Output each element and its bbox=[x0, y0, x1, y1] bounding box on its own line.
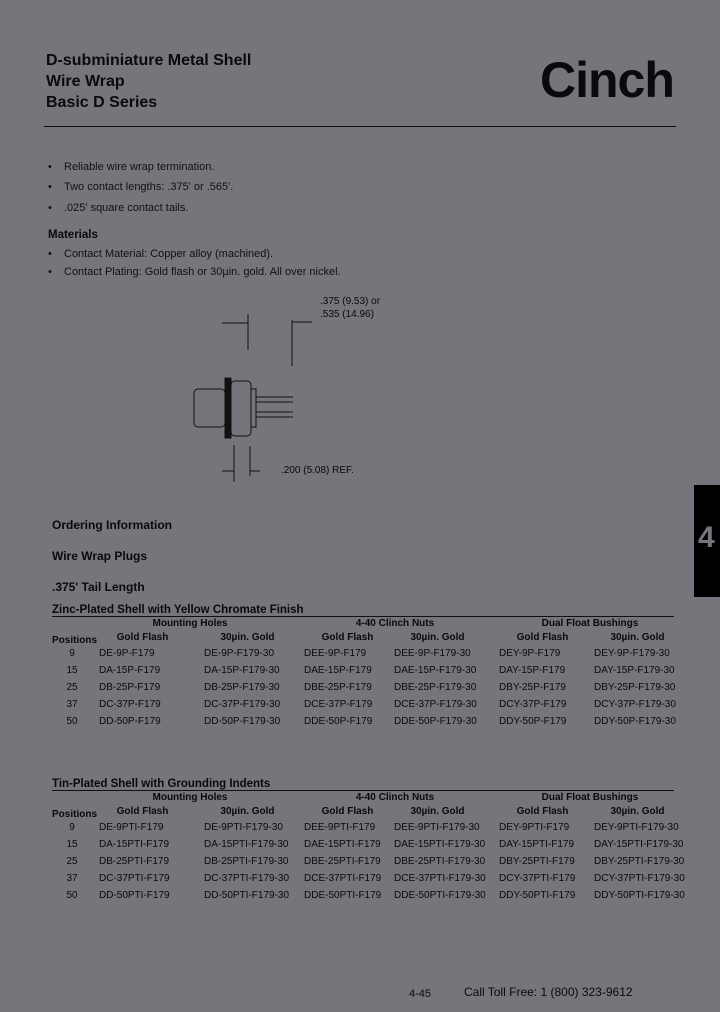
section-number: 4 bbox=[698, 521, 715, 554]
part-number-cell: DAE-15PTI-F179 bbox=[304, 839, 381, 850]
positions-cell: 15 bbox=[66, 665, 78, 676]
column-group-header: 4-40 Clinch Nuts bbox=[355, 792, 435, 803]
feature-item: • Two contact lengths: .375' or .565'. bbox=[48, 181, 234, 193]
feature-item: • Reliable wire wrap termination. bbox=[48, 161, 215, 173]
dimension-tail-length: .375 (9.53) or bbox=[320, 296, 381, 307]
part-number-cell: DBE-25PTI-F179-30 bbox=[394, 856, 486, 867]
table-title: Tin-Plated Shell with Grounding Indents bbox=[52, 778, 271, 790]
dimension-ref: .200 (5.08) REF. bbox=[281, 465, 354, 476]
part-number-cell: DEY-9PTI-F179 bbox=[499, 822, 570, 833]
cinch-logo: Cinch bbox=[540, 52, 674, 108]
positions-cell: 9 bbox=[69, 822, 75, 833]
material-text: Contact Plating: Gold flash or 30µin. gold. All over nickel. bbox=[64, 266, 341, 278]
part-number-cell: DDY-50P-F179 bbox=[499, 716, 567, 727]
part-number-cell: DA-15P-F179-30 bbox=[204, 665, 280, 676]
part-number-cell: DBE-25PTI-F179 bbox=[304, 856, 381, 867]
part-number-cell: DA-15PTI-F179 bbox=[99, 839, 170, 850]
positions-header: Positions bbox=[52, 635, 98, 646]
part-number-cell: DCY-37PTI-F179-30 bbox=[594, 873, 685, 884]
part-number-cell: DD-50P-F179-30 bbox=[204, 716, 281, 727]
feature-text: .025' square contact tails. bbox=[64, 202, 189, 214]
part-number-cell: DC-37P-F179-30 bbox=[204, 699, 281, 710]
part-number-cell: DBE-25P-F179 bbox=[304, 682, 372, 693]
part-number-cell: DEE-9P-F179 bbox=[304, 648, 367, 659]
part-number-cell: DE-9P-F179 bbox=[99, 648, 155, 659]
connector-drawing bbox=[180, 290, 380, 490]
part-number-cell: DAY-15PTI-F179-30 bbox=[594, 839, 684, 850]
ordering-subheading: Wire Wrap Plugs bbox=[52, 549, 148, 563]
part-number-cell: DCE-37P-F179-30 bbox=[394, 699, 477, 710]
column-header: Gold Flash bbox=[116, 632, 169, 643]
column-header: Gold Flash bbox=[321, 632, 374, 643]
part-number-cell: DBY-25P-F179-30 bbox=[594, 682, 676, 693]
column-group-header: Mounting Holes bbox=[152, 618, 228, 629]
document-title bbox=[46, 50, 251, 113]
part-number-cell: DAE-15P-F179-30 bbox=[394, 665, 477, 676]
part-number-cell: DCY-37P-F179-30 bbox=[594, 699, 676, 710]
toll-free-phone: Call Toll Free: 1 (800) 323-9612 bbox=[464, 985, 633, 999]
part-number-cell: DB-25PTI-F179-30 bbox=[204, 856, 289, 867]
material-item: • Contact Material: Copper alloy (machined). bbox=[48, 248, 274, 260]
part-number-cell: DDE-50P-F179-30 bbox=[394, 716, 477, 727]
part-number-cell: DBE-25P-F179-30 bbox=[394, 682, 477, 693]
part-number-cell: DAY-15P-F179-30 bbox=[594, 665, 675, 676]
positions-cell: 15 bbox=[66, 839, 78, 850]
positions-cell: 25 bbox=[66, 682, 78, 693]
materials-heading: Materials bbox=[48, 229, 98, 241]
positions-cell: 37 bbox=[66, 873, 78, 884]
header-divider bbox=[44, 126, 676, 127]
part-number-cell: DCY-37P-F179 bbox=[499, 699, 567, 710]
column-header: 30µin. Gold bbox=[410, 632, 465, 643]
part-number-cell: DEE-9P-F179-30 bbox=[394, 648, 471, 659]
table-rule bbox=[52, 616, 674, 617]
page-number: 4-45 bbox=[409, 988, 432, 1000]
material-text: Contact Material: Copper alloy (machined). bbox=[64, 248, 274, 260]
part-number-cell: DEE-9PTI-F179-30 bbox=[394, 822, 480, 833]
part-number-cell: DDE-50PTI-F179 bbox=[304, 890, 382, 901]
part-number-cell: DB-25PTI-F179 bbox=[99, 856, 170, 867]
positions-cell: 9 bbox=[69, 648, 75, 659]
column-group-header: Mounting Holes bbox=[152, 792, 228, 803]
part-number-cell: DAY-15PTI-F179 bbox=[499, 839, 575, 850]
positions-cell: 37 bbox=[66, 699, 78, 710]
positions-cell: 50 bbox=[66, 890, 78, 901]
title-line: Wire Wrap bbox=[46, 73, 125, 90]
part-number-cell: DCE-37PTI-F179-30 bbox=[394, 873, 486, 884]
part-number-cell: DDY-50P-F179-30 bbox=[594, 716, 676, 727]
part-number-cell: DC-37PTI-F179 bbox=[99, 873, 170, 884]
column-group-header: 4-40 Clinch Nuts bbox=[355, 618, 435, 629]
column-header: Gold Flash bbox=[321, 806, 374, 817]
part-number-cell: DE-9PTI-F179-30 bbox=[204, 822, 283, 833]
column-group-header: Dual Float Bushings bbox=[541, 792, 639, 803]
part-number-cell: DCY-37PTI-F179 bbox=[499, 873, 576, 884]
part-number-cell: DCE-37P-F179 bbox=[304, 699, 373, 710]
part-number-cell: DDE-50P-F179 bbox=[304, 716, 373, 727]
title-line: D-subminiature Metal Shell bbox=[46, 52, 252, 69]
feature-text: Reliable wire wrap termination. bbox=[64, 161, 215, 173]
section-tab bbox=[694, 485, 720, 597]
column-header: Gold Flash bbox=[516, 806, 569, 817]
positions-cell: 50 bbox=[66, 716, 78, 727]
part-number-cell: DC-37P-F179 bbox=[99, 699, 161, 710]
part-number-cell: DEE-9PTI-F179 bbox=[304, 822, 376, 833]
part-number-cell: DBY-25PTI-F179-30 bbox=[594, 856, 685, 867]
column-header: Gold Flash bbox=[516, 632, 569, 643]
column-header: 30µin. Gold bbox=[610, 632, 665, 643]
part-number-cell: DA-15PTI-F179-30 bbox=[204, 839, 289, 850]
column-header: Gold Flash bbox=[116, 806, 169, 817]
ordering-heading: Ordering Information bbox=[52, 518, 172, 532]
part-number-cell: DC-37PTI-F179-30 bbox=[204, 873, 290, 884]
part-number-cell: DEY-9PTI-F179-30 bbox=[594, 822, 679, 833]
part-number-cell: DD-50PTI-F179-30 bbox=[204, 890, 290, 901]
tail-length-heading: .375' Tail Length bbox=[52, 580, 145, 594]
material-item: • Contact Plating: Gold flash or 30µin. gold. All over nickel. bbox=[48, 266, 341, 278]
column-header: 30µin. Gold bbox=[220, 632, 275, 643]
part-number-cell: DD-50P-F179 bbox=[99, 716, 161, 727]
part-number-cell: DAY-15P-F179 bbox=[499, 665, 566, 676]
part-number-cell: DDY-50PTI-F179-30 bbox=[594, 890, 685, 901]
feature-text: Two contact lengths: .375' or .565'. bbox=[64, 181, 234, 193]
part-number-cell: DE-9PTI-F179 bbox=[99, 822, 164, 833]
feature-item: • .025' square contact tails. bbox=[48, 202, 189, 214]
part-number-cell: DE-9P-F179-30 bbox=[204, 648, 275, 659]
title-line: Basic D Series bbox=[46, 94, 158, 111]
positions-cell: 25 bbox=[66, 856, 78, 867]
column-header: 30µin. Gold bbox=[610, 806, 665, 817]
part-number-cell: DAE-15PTI-F179-30 bbox=[394, 839, 486, 850]
part-number-cell: DDE-50PTI-F179-30 bbox=[394, 890, 486, 901]
part-number-cell: DBY-25PTI-F179 bbox=[499, 856, 575, 867]
part-number-cell: DD-50PTI-F179 bbox=[99, 890, 170, 901]
part-number-cell: DCE-37PTI-F179 bbox=[304, 873, 382, 884]
part-number-cell: DA-15P-F179 bbox=[99, 665, 161, 676]
part-number-cell: DAE-15P-F179 bbox=[304, 665, 372, 676]
column-header: 30µin. Gold bbox=[410, 806, 465, 817]
part-number-cell: DEY-9P-F179-30 bbox=[594, 648, 670, 659]
part-number-cell: DDY-50PTI-F179 bbox=[499, 890, 576, 901]
table-title: Zinc-Plated Shell with Yellow Chromate Finish bbox=[52, 604, 304, 616]
part-number-cell: DB-25P-F179-30 bbox=[204, 682, 280, 693]
dimension-tail-length-alt: .535 (14.96) bbox=[320, 309, 374, 320]
column-group-header: Dual Float Bushings bbox=[541, 618, 639, 629]
part-number-cell: DEY-9P-F179 bbox=[499, 648, 561, 659]
column-header: 30µin. Gold bbox=[220, 806, 275, 817]
part-number-cell: DBY-25P-F179 bbox=[499, 682, 566, 693]
table-rule bbox=[52, 790, 674, 791]
part-number-cell: DB-25P-F179 bbox=[99, 682, 161, 693]
positions-header: Positions bbox=[52, 809, 98, 820]
